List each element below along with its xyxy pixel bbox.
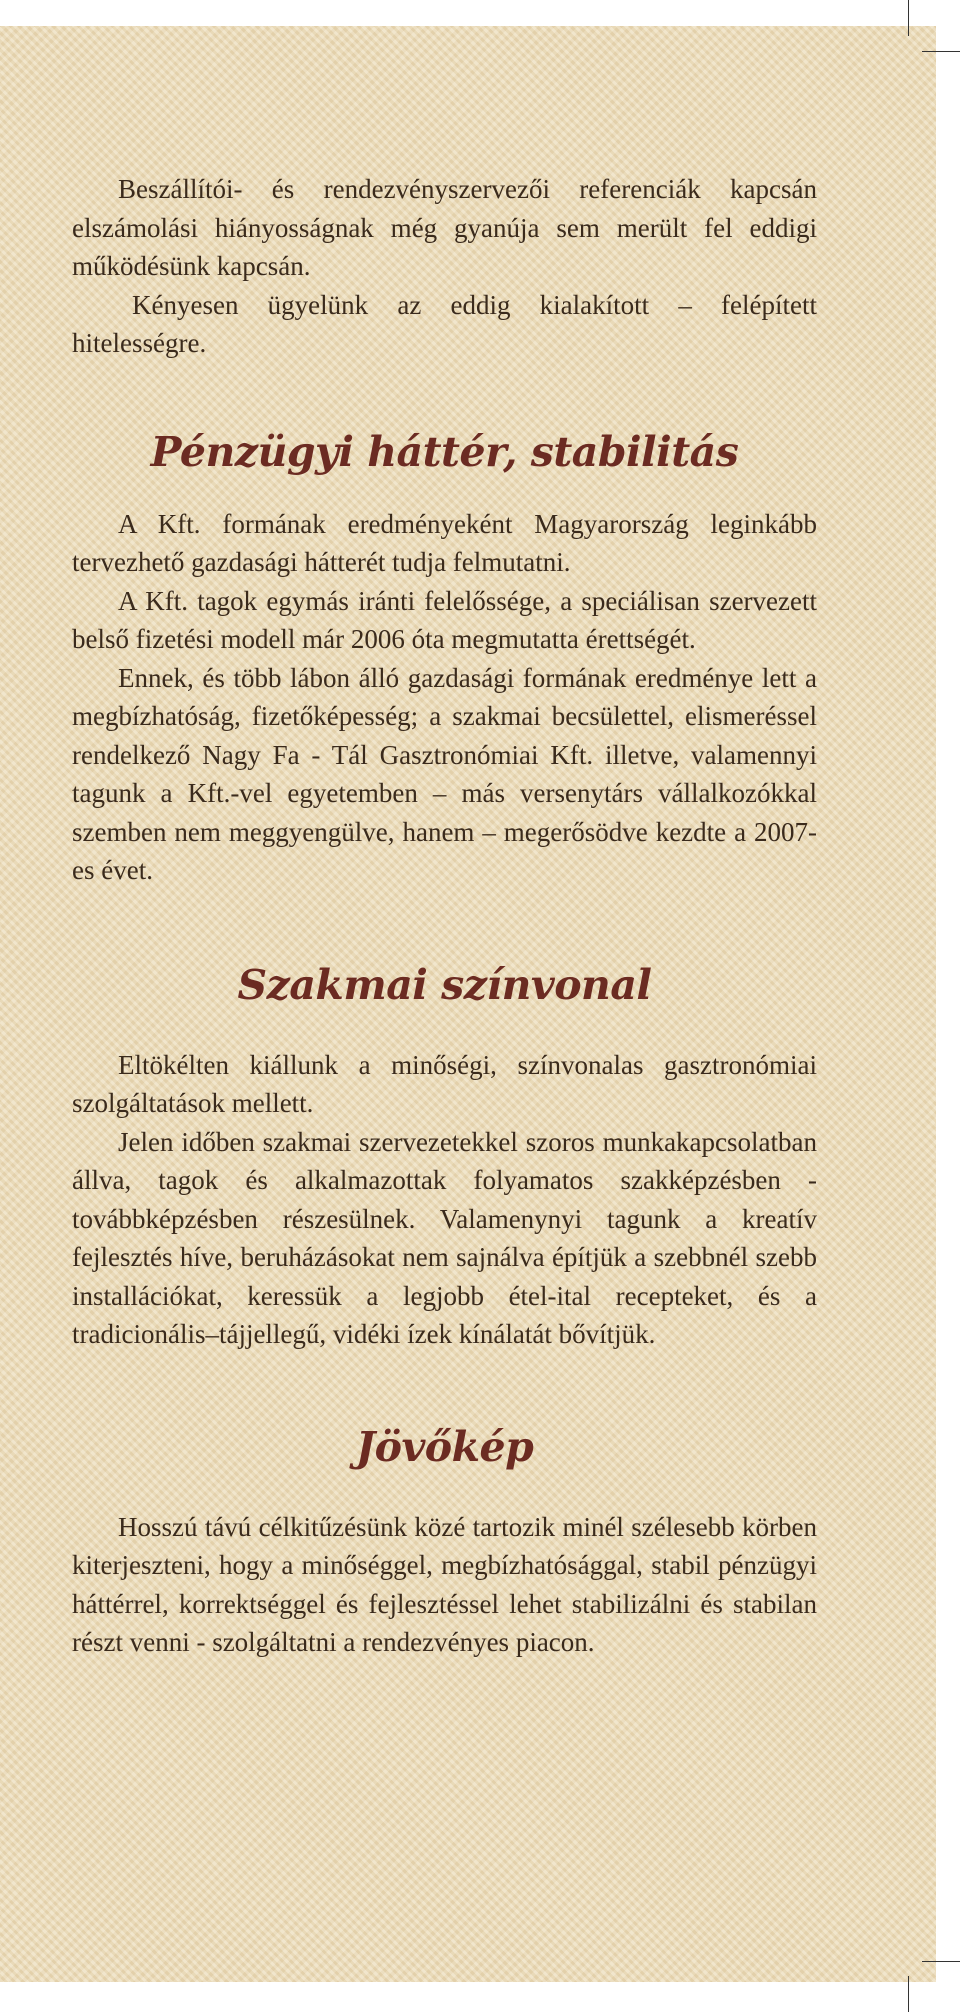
section-paragraph: A Kft. formának eredményeként Magyarország leginkább tervezhető gazdasági hátterét tudja felmutatni. <box>72 508 817 577</box>
crop-mark-bottom-horizontal <box>922 1961 960 1962</box>
section-paragraph: Jelen időben szakmai szervezetekkel szoros munkakapcsolatban állva, tagok és alkalmazottak folyamatos szakképzésben - továbbképzésben részesülnek. Valamenynyi tagunk a kreatív fejlesztés híve, beruházásokat nem sajnálva építjük a szebbnél szebb installációkat, keressük a legjobb étel-ital recepteket, és a tradicionális–tájjellegű, vidéki ízek kínálatát bővítjük. <box>72 1126 817 1349</box>
crop-mark-bottom-vertical <box>908 1976 909 2012</box>
intro-paragraph: Kényesen ügyelünk az eddig kialakított – felépített hitelességre. <box>72 289 817 358</box>
section-heading-professional: Szakmai színvonal <box>237 960 652 1009</box>
section-paragraph: Eltökélten kiállunk a minőségi, színvonalas gasztronómiai szolgáltatások mellett. <box>72 1049 817 1118</box>
document-body <box>72 170 817 1662</box>
section-paragraph: Ennek, és több lábon álló gazdasági formának eredménye lett a megbízhatóság, fizetőképesség; a szakmai becsülettel, elismeréssel rendelkező Nagy Fa - Tál Gasztronómiai Kft. illetve, valamennyi tagunk a Kft.-vel egyetemben – más versenytárs vállalkozókkal szemben nem meggyengülve, hanem – megerősödve kezdte a 2007-es évet. <box>72 662 817 885</box>
section-paragraph: Hosszú távú célkitűzésünk közé tartozik minél szélesebb körben kiterjeszteni, hogy a minőséggel, megbízhatósággal, stabil pénzügyi háttérrel, korrektséggel és fejlesztéssel lehet stabilizálni és stabilan részt venni - szolgáltatni a rendezvényes piacon. <box>72 1511 817 1657</box>
section-heading-financial: Pénzügyi háttér, stabilitás <box>150 427 739 476</box>
crop-mark-top-vertical <box>908 0 909 36</box>
crop-mark-top-horizontal <box>922 51 960 52</box>
intro-paragraph: Beszállítói- és rendezvényszervezői referenciák kapcsán elszámolási hiányosságnak még gyanúja sem merült fel eddigi működésünk kapcsán. <box>72 174 817 281</box>
section-heading-vision: Jövőkép <box>355 1422 534 1471</box>
section-paragraph: A Kft. tagok egymás iránti felelőssége, a speciálisan szervezett belső fizetési modell már 2006 óta megmutatta érettségét. <box>72 585 817 654</box>
